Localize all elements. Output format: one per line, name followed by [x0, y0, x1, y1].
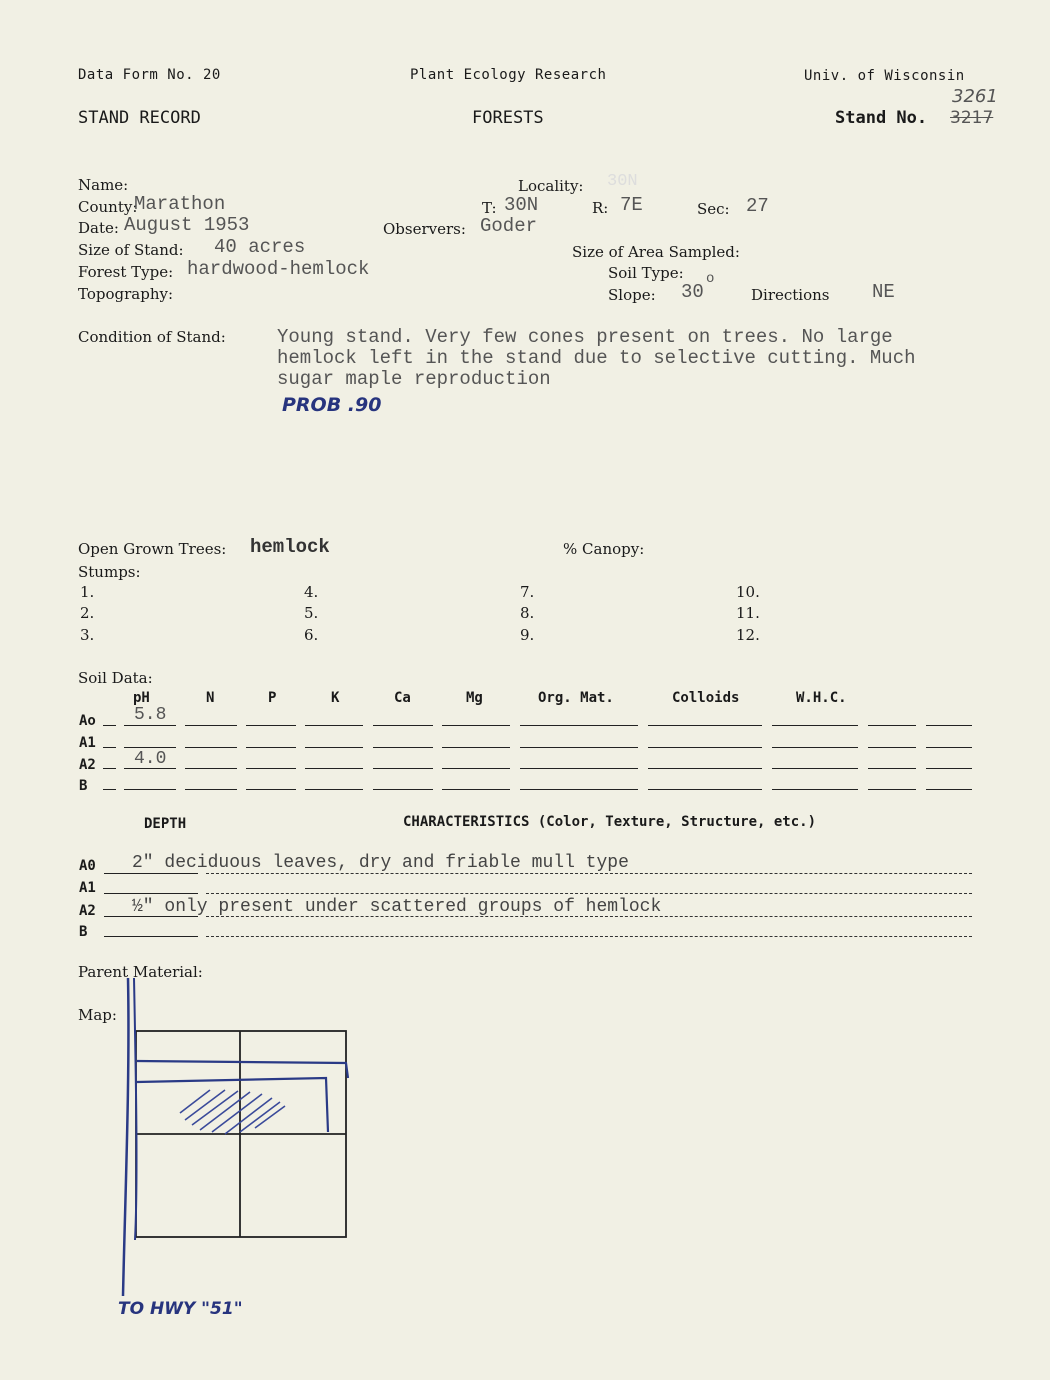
depth-row-b: B — [79, 924, 88, 940]
stump-num: 3. — [80, 626, 95, 644]
condition-line-1: Young stand. Very few cones present on trees. No large — [277, 326, 893, 348]
forest-type-value: hardwood-hemlock — [187, 258, 370, 280]
depth-label: DEPTH — [144, 816, 187, 832]
soil-col-ca: Ca — [394, 690, 411, 706]
depth-row-a2: A2 — [79, 903, 96, 919]
soil-type-label: Soil Type: — [608, 264, 684, 282]
open-grown-label: Open Grown Trees: — [78, 540, 227, 558]
condition-line-2: hemlock left in the stand due to selective cutting. Much — [277, 347, 916, 369]
soil-row-a1: A1 — [79, 735, 96, 751]
date-value: August 1953 — [124, 214, 250, 236]
condition-line-3: sugar maple reproduction — [277, 368, 551, 390]
stump-num: 7. — [520, 583, 535, 601]
stump-num: 1. — [80, 583, 95, 601]
stump-num: 2. — [80, 604, 95, 622]
topography-label: Topography: — [78, 285, 174, 303]
slope-degree: o — [706, 271, 715, 287]
stand-no-old: 3217 — [950, 108, 994, 128]
soil-ph-ao: 5.8 — [134, 705, 167, 725]
date-label: Date: — [78, 219, 119, 237]
slope-value: 30 — [681, 281, 704, 303]
soil-col-k: K — [331, 690, 340, 706]
stump-num: 12. — [736, 626, 760, 644]
name-label: Name: — [78, 176, 129, 194]
depth-a0-text: 2" deciduous leaves, dry and friable mull type — [132, 853, 629, 873]
locality-value: 30N — [607, 172, 638, 191]
record-title: STAND RECORD — [78, 108, 201, 128]
soil-row-a2: A2 — [79, 757, 96, 773]
parent-material-label: Parent Material: — [78, 963, 203, 981]
stump-num: 6. — [304, 626, 319, 644]
size-label: Size of Stand: — [78, 241, 184, 259]
county-label: County: — [78, 198, 138, 216]
stump-num: 8. — [520, 604, 535, 622]
canopy-label: % Canopy: — [563, 540, 645, 558]
depth-row-a0: A0 — [79, 858, 96, 874]
size-value: 40 acres — [214, 236, 306, 258]
area-sampled-label: Size of Area Sampled: — [572, 243, 740, 261]
observers-value: Goder — [480, 215, 538, 237]
stumps-label: Stumps: — [78, 563, 141, 581]
stand-no-label: Stand No. — [835, 108, 928, 128]
soil-data-label: Soil Data: — [78, 669, 153, 687]
prob-note: PROB .90 — [282, 394, 382, 416]
soil-row-b: B — [79, 778, 88, 794]
forest-type-label: Forest Type: — [78, 263, 174, 281]
soil-ph-a2: 4.0 — [134, 749, 167, 769]
stump-num: 10. — [736, 583, 760, 601]
locality-label: Locality: — [518, 177, 584, 195]
forests-title: FORESTS — [472, 108, 544, 128]
condition-label: Condition of Stand: — [78, 328, 226, 346]
t-value: 30N — [504, 194, 539, 216]
soil-col-org: Org. Mat. — [538, 690, 614, 706]
stump-num: 4. — [304, 583, 319, 601]
county-value: Marathon — [134, 193, 226, 215]
soil-col-colloids: Colloids — [672, 690, 740, 706]
directions-label: Directions — [751, 286, 830, 304]
observers-label: Observers: — [383, 220, 466, 238]
soil-row-ao: Ao — [79, 713, 96, 729]
stand-no-new: 3261 — [952, 86, 998, 107]
map-note: TO HWY "51" — [118, 1299, 243, 1319]
slope-label: Slope: — [608, 286, 656, 304]
soil-col-p: P — [268, 690, 277, 706]
characteristics-label: CHARACTERISTICS (Color, Texture, Structure, etc.) — [403, 814, 817, 830]
stump-num: 11. — [736, 604, 760, 622]
university: Univ. of Wisconsin — [804, 68, 965, 84]
soil-col-whc: W.H.C. — [796, 690, 847, 706]
soil-col-ph: pH — [133, 690, 150, 706]
sec-value: 27 — [746, 195, 769, 217]
depth-a2-text: ½" only present under scattered groups of hemlock — [132, 897, 662, 917]
form-number: Data Form No. 20 — [78, 67, 221, 83]
open-grown-value: hemlock — [250, 536, 330, 558]
t-label: T: — [482, 199, 497, 217]
depth-row-a1: A1 — [79, 880, 96, 896]
soil-col-n: N — [206, 690, 215, 706]
stump-num: 5. — [304, 604, 319, 622]
soil-col-mg: Mg — [466, 690, 483, 706]
organization: Plant Ecology Research — [410, 67, 607, 83]
stump-num: 9. — [520, 626, 535, 644]
sec-label: Sec: — [697, 200, 730, 218]
r-value: 7E — [620, 194, 643, 216]
directions-value: NE — [872, 281, 895, 303]
map-label: Map: — [78, 1006, 117, 1024]
r-label: R: — [592, 199, 609, 217]
